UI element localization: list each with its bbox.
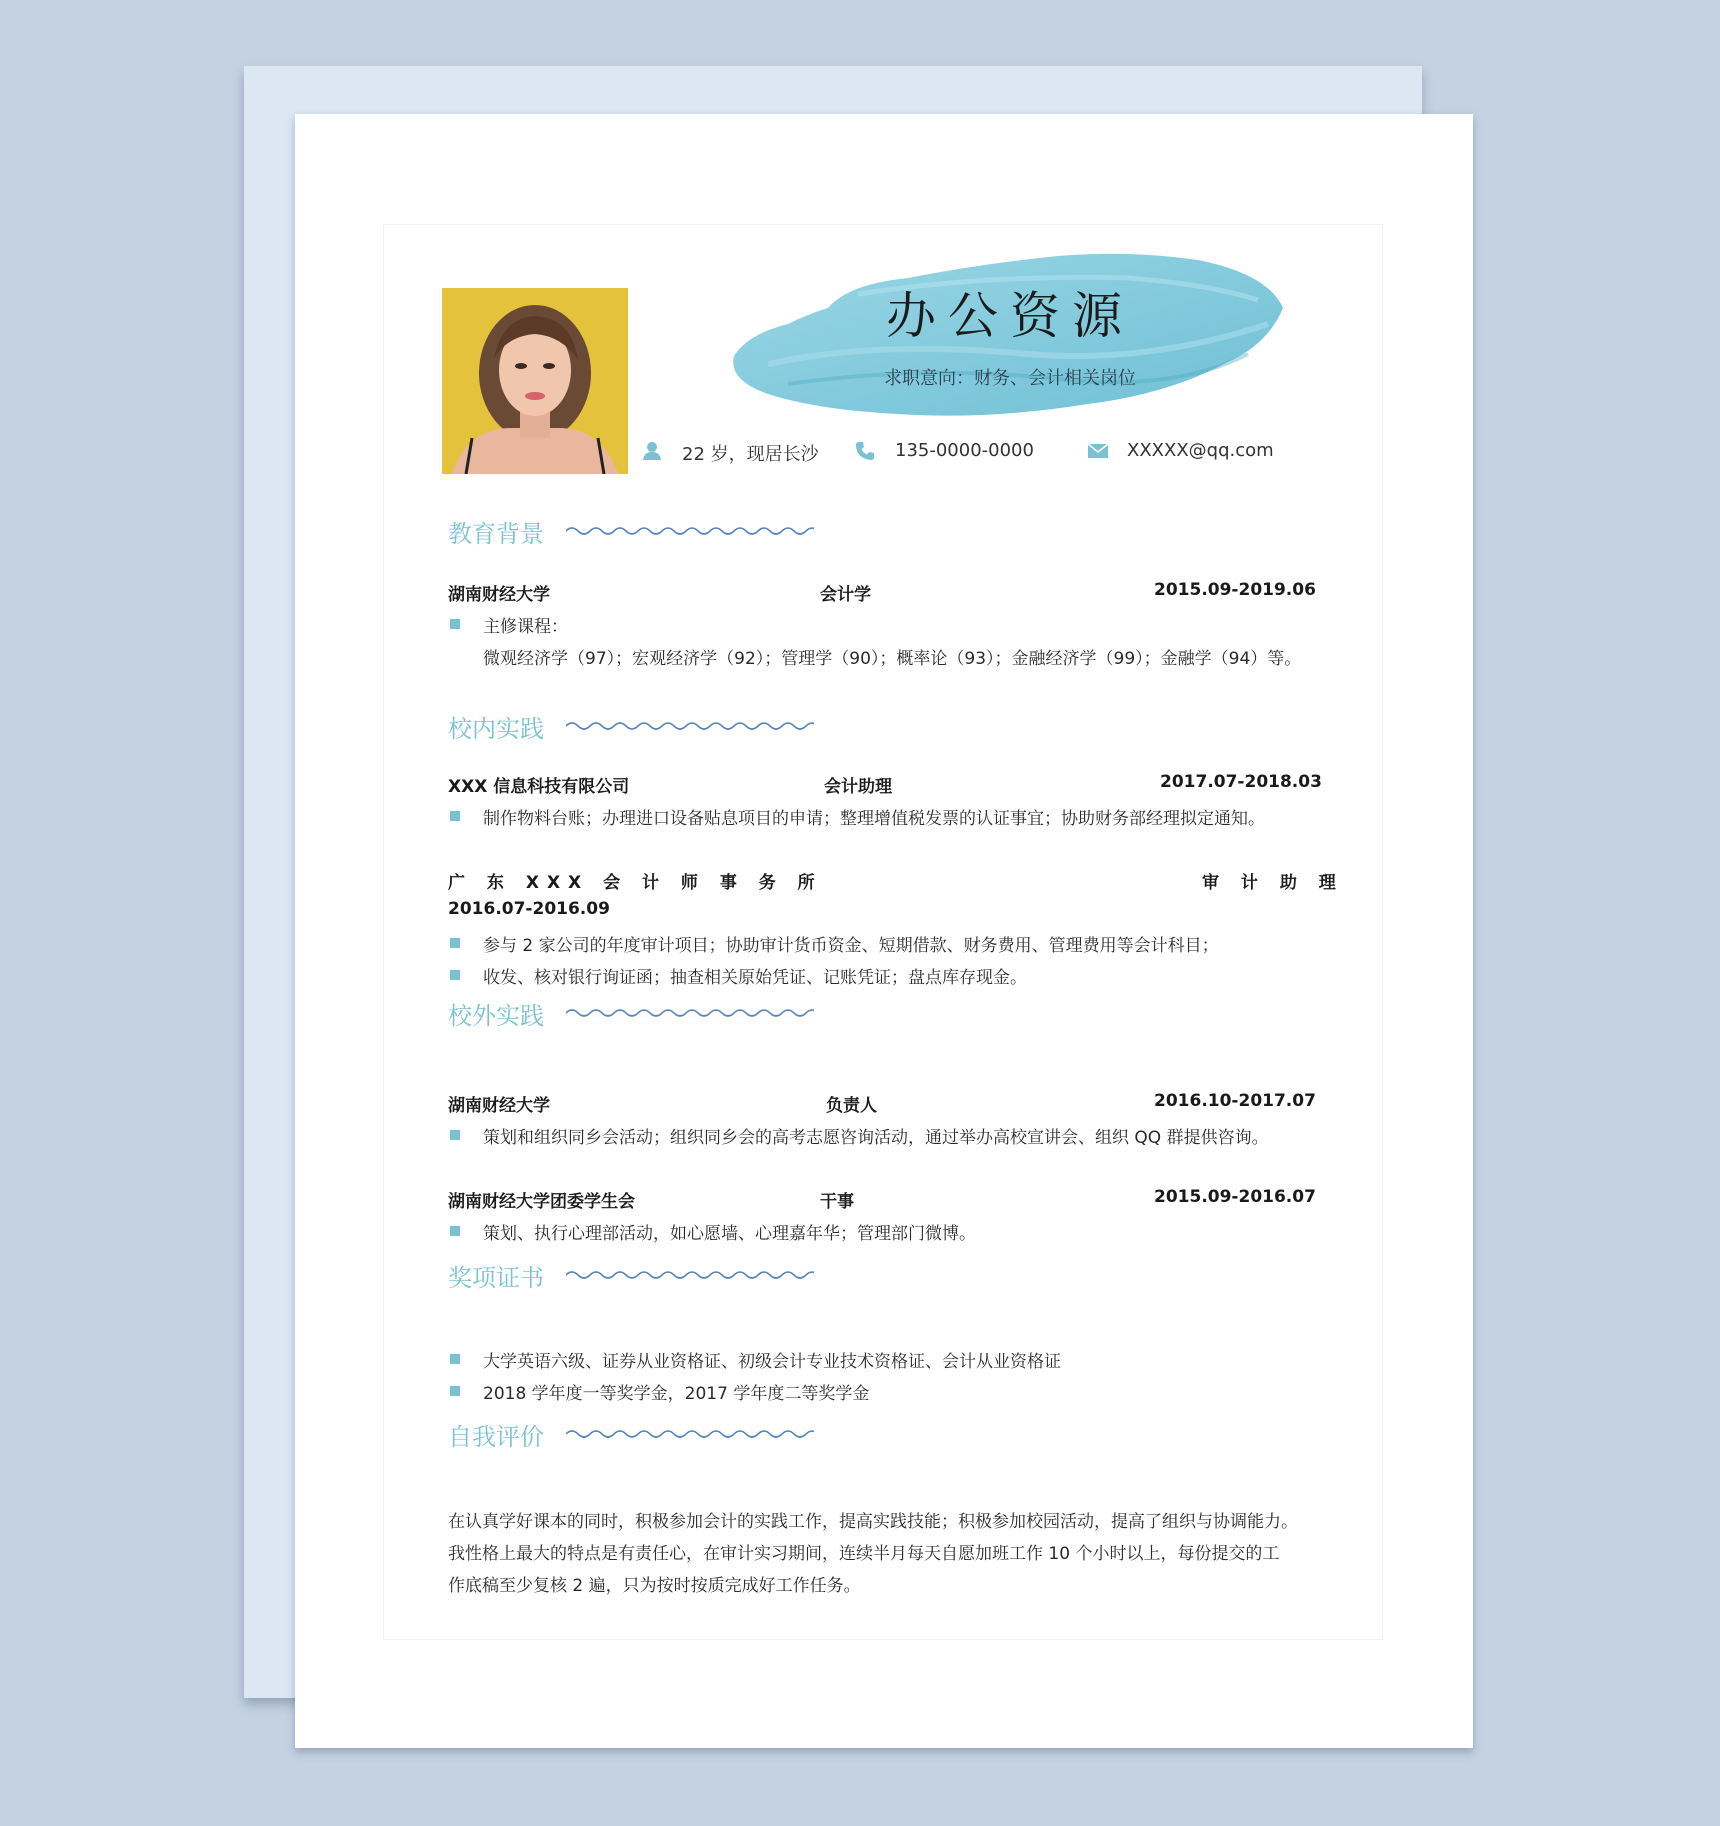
bullet-marker (450, 938, 460, 948)
bullet-marker (450, 970, 460, 980)
bullet-marker (450, 1386, 460, 1396)
bullet-marker (450, 619, 460, 629)
outside-item-1-1: 策划和组织同乡会活动；组织同乡会的高考志愿咨询活动，通过举办高校宣讲会、组织 QQ 群提供咨询。 (483, 1128, 1269, 1148)
age-location-text: 22 岁，现居长沙 (682, 444, 819, 465)
outside-org-1: 湖南财经大学 (448, 1096, 550, 1116)
email-text: XXXXX@qq.com (1127, 440, 1274, 461)
campus-org-1: XXX 信息科技有限公司 (448, 777, 630, 797)
education-period: 2015.09-2019.06 (1154, 580, 1316, 600)
outside-role-2: 干事 (820, 1192, 854, 1212)
award-item-1: 大学英语六级、证券从业资格证、初级会计专业技术资格证、会计从业资格证 (483, 1352, 1061, 1372)
bullet-marker (450, 1130, 460, 1140)
wave-divider (566, 1427, 814, 1441)
section-title-outside: 校外实践 (448, 1002, 544, 1030)
outside-period-1: 2016.10-2017.07 (1154, 1091, 1316, 1111)
wave-divider (566, 1006, 814, 1020)
outside-period-2: 2015.09-2016.07 (1154, 1187, 1316, 1207)
self-eval-line-2: 我性格上最大的特点是有责任心，在审计实习期间，连续半月每天自愿加班工作 10 个小时以上，每份提交的工 (448, 1544, 1280, 1564)
portrait-image (442, 288, 628, 474)
campus-period-1: 2017.07-2018.03 (1160, 772, 1322, 792)
campus-org-2: 广 东 XXX 会 计 师 事 务 所 (448, 873, 823, 893)
self-eval-line-1: 在认真学好课本的同时，积极参加会计的实践工作，提高实践技能；积极参加校园活动，提高了组织与协调能力。 (448, 1512, 1298, 1532)
section-title-education: 教育背景 (448, 520, 544, 548)
section-title-campus: 校内实践 (448, 715, 544, 743)
phone-icon (855, 441, 875, 461)
profile-photo (442, 288, 628, 474)
education-school: 湖南财经大学 (448, 585, 550, 605)
section-title-self: 自我评价 (448, 1423, 544, 1451)
phone-text: 135-0000-0000 (895, 440, 1034, 461)
wave-divider (566, 1268, 814, 1282)
person-icon (642, 441, 662, 461)
education-major: 会计学 (820, 585, 871, 605)
applicant-name: 办公资源 (886, 287, 1134, 345)
campus-role-1: 会计助理 (824, 777, 892, 797)
section-title-awards: 奖项证书 (448, 1264, 544, 1292)
bullet-marker (450, 1354, 460, 1364)
campus-item-2-2: 收发、核对银行询证函；抽查相关原始凭证、记账凭证；盘点库存现金。 (483, 968, 1027, 988)
job-objective: 求职意向：财务、会计相关岗位 (884, 368, 1136, 389)
campus-item-1-1: 制作物料台账；办理进口设备贴息项目的申请；整理增值税发票的认证事宜；协助财务部经理拟定通知。 (483, 809, 1265, 829)
outside-org-2: 湖南财经大学团委学生会 (448, 1192, 635, 1212)
wave-divider (566, 719, 814, 733)
campus-item-2-1: 参与 2 家公司的年度审计项目；协助审计货币资金、短期借款、财务费用、管理费用等会计科目； (483, 936, 1219, 956)
self-eval-line-3: 作底稿至少复核 2 遍，只为按时按质完成好工作任务。 (448, 1576, 861, 1596)
wave-divider (566, 524, 814, 538)
outside-role-1: 负责人 (826, 1096, 877, 1116)
campus-role-2: 审 计 助 理 (1202, 873, 1344, 893)
award-item-2: 2018 学年度一等奖学金，2017 学年度二等奖学金 (483, 1384, 870, 1404)
envelope-icon (1087, 441, 1109, 461)
campus-period-2: 2016.07-2016.09 (448, 899, 610, 919)
education-courses-label: 主修课程： (483, 617, 568, 637)
outside-item-2-1: 策划、执行心理部活动，如心愿墙、心理嘉年华；管理部门微博。 (483, 1224, 976, 1244)
education-courses: 微观经济学（97）；宏观经济学（92）；管理学（90）；概率论（93）；金融经济学（99）；金融学（94）等。 (483, 649, 1302, 669)
bullet-marker (450, 1226, 460, 1236)
bullet-marker (450, 811, 460, 821)
